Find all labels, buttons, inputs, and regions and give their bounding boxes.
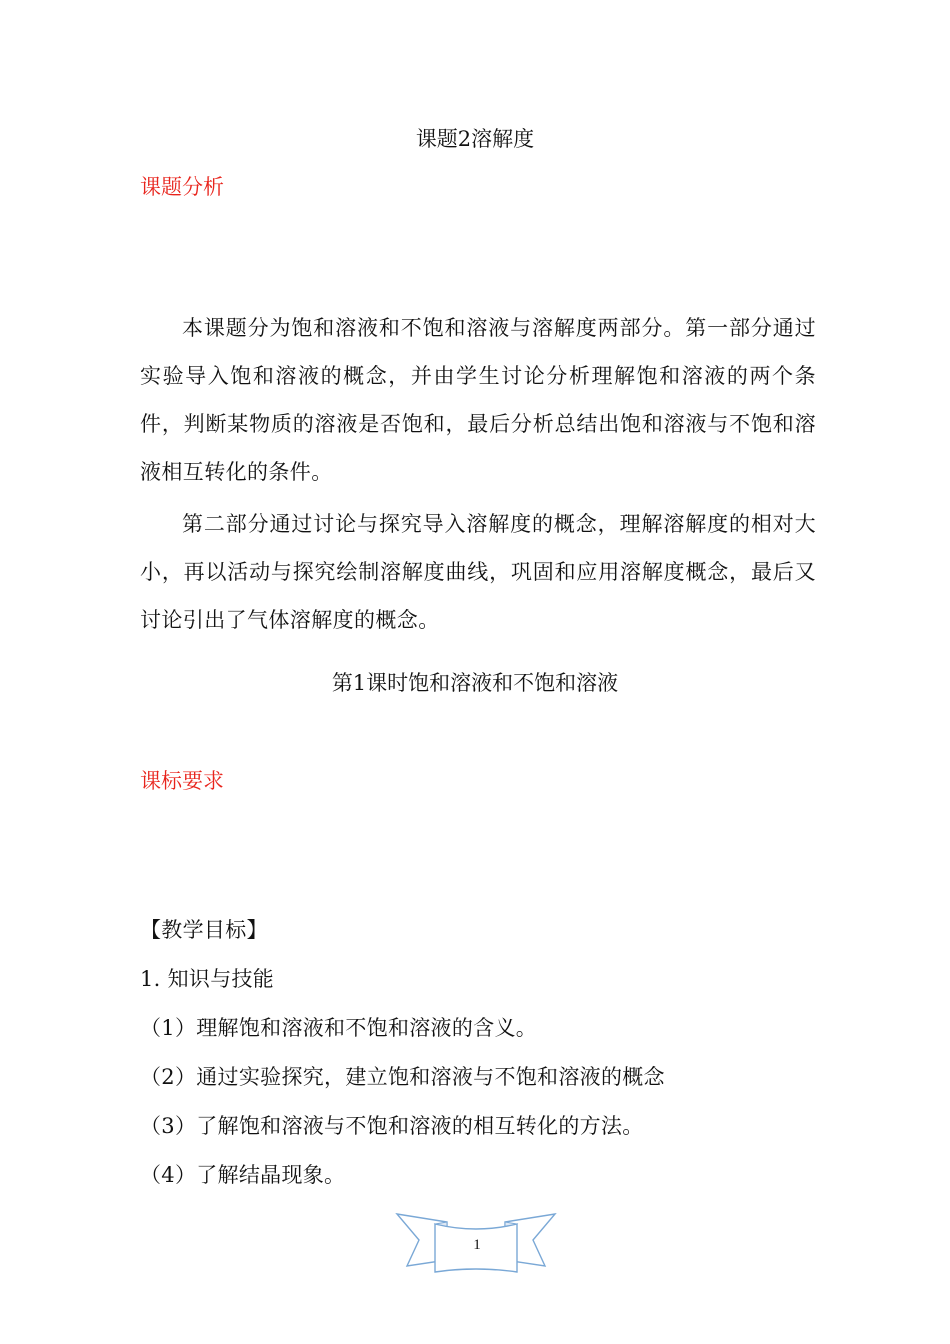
objectives-heading: 【教学目标】 — [140, 918, 268, 942]
objective-item: （3）了解饱和溶液与不饱和溶液的相互转化的方法。 — [140, 1114, 644, 1138]
document-title: 课题2溶解度 — [415, 127, 535, 151]
paragraph-analysis-1: 本课题分为饱和溶液和不饱和溶液与溶解度两部分。第一部分通过实验导入饱和溶液的概念，并由学生讨论分析理解饱和溶液的两个条件，判断某物质的溶液是否饱和，最后分析总结出饱和溶液与不饱和溶液相互转化的条件。 — [140, 316, 816, 484]
page-number: 1 — [473, 1237, 481, 1253]
paragraph-analysis-2: 第二部分通过讨论与探究导入溶解度的概念，理解溶解度的相对大小，再以活动与探究绘制溶解度曲线，巩固和应用溶解度概念，最后又讨论引出了气体溶解度的概念。 — [140, 512, 816, 632]
objective-item: （4）了解结晶现象。 — [140, 1163, 346, 1187]
knowledge-skills-heading: 1. 知识与技能 — [140, 967, 275, 991]
section-heading-analysis: 课题分析 — [140, 175, 224, 199]
objective-item: （1）理解饱和溶液和不饱和溶液的含义。 — [140, 1016, 538, 1040]
lesson-title: 第1课时饱和溶液和不饱和溶液 — [331, 671, 619, 695]
section-heading-standards: 课标要求 — [140, 769, 224, 793]
objective-item: （2）通过实验探究，建立饱和溶液与不饱和溶液的概念 — [140, 1065, 665, 1089]
